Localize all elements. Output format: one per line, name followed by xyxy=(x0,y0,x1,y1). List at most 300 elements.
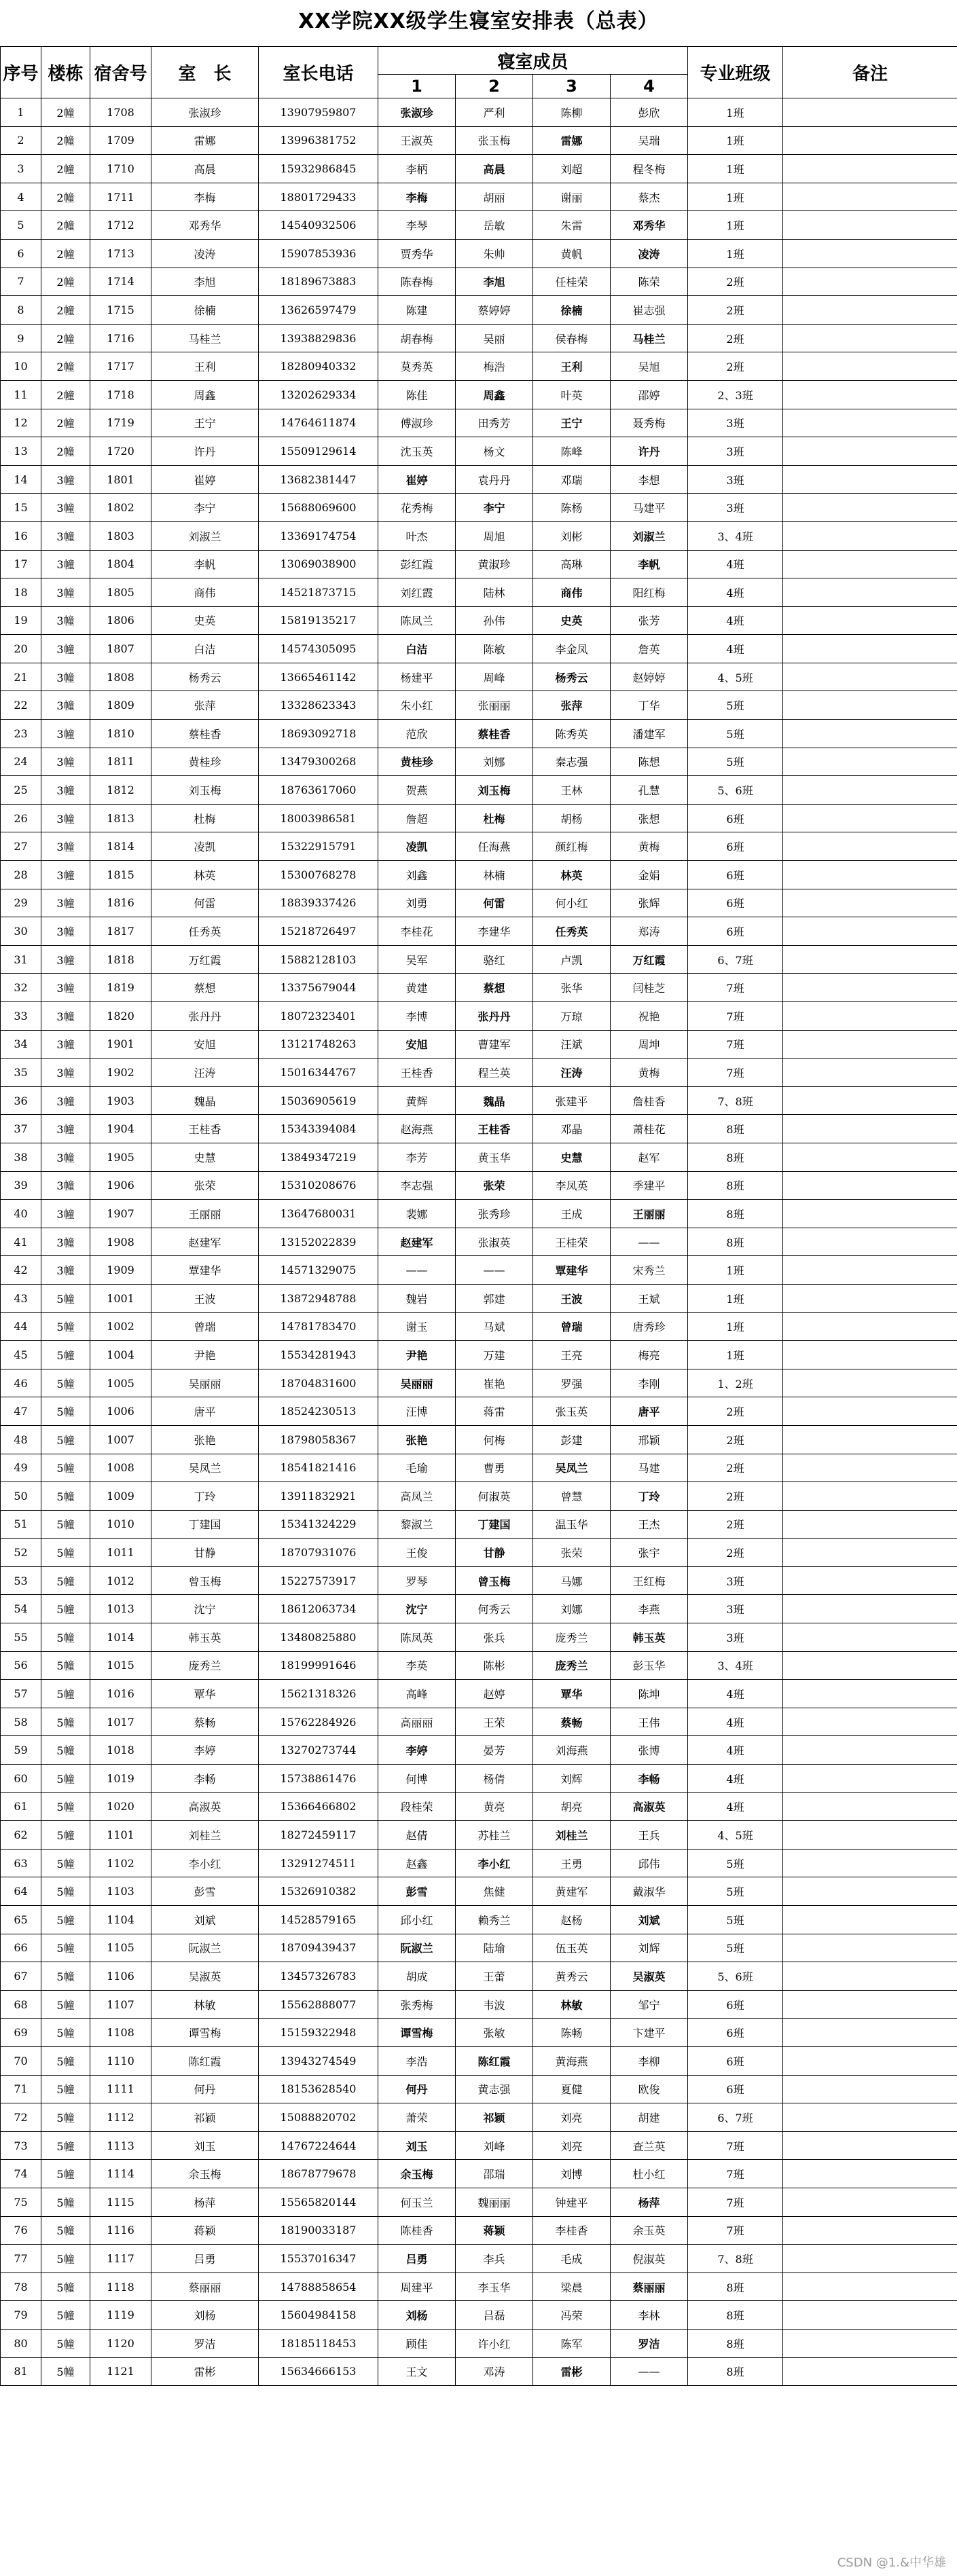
cell-member-3: 陈秀英 xyxy=(533,720,611,748)
cell-building: 5幢 xyxy=(41,1595,90,1623)
cell-building: 5幢 xyxy=(41,2160,90,2188)
cell-member-3: 万琼 xyxy=(533,1002,611,1031)
cell-leader: 李梅 xyxy=(151,183,259,211)
cell-member-2: 许小红 xyxy=(456,2329,533,2357)
cell-member-1: 李琴 xyxy=(378,211,456,240)
cell-note xyxy=(783,1849,957,1877)
cell-seq: 58 xyxy=(1,1708,41,1736)
cell-member-3: 谢丽 xyxy=(533,183,611,211)
table-row xyxy=(1,1115,957,1143)
cell-member-4: 戴淑华 xyxy=(611,1877,688,1906)
cell-member-1: 吴军 xyxy=(378,945,456,974)
cell-building: 5幢 xyxy=(41,1821,90,1850)
cell-class: 3、4班 xyxy=(688,521,783,550)
cell-leader: 蔡畅 xyxy=(151,1708,259,1736)
cell-member-3: 汪斌 xyxy=(533,1030,611,1059)
cell-seq: 76 xyxy=(1,2216,41,2245)
cell-class: 8班 xyxy=(688,1115,783,1143)
cell-member-4: 吴淑英 xyxy=(611,1962,688,1991)
cell-class: 4班 xyxy=(688,550,783,578)
cell-room: 1001 xyxy=(90,1284,151,1312)
cell-phone: 13480825880 xyxy=(259,1623,378,1652)
cell-room: 1904 xyxy=(90,1115,151,1143)
cell-phone: 13911832921 xyxy=(259,1482,378,1511)
cell-phone: 14574305095 xyxy=(259,635,378,663)
cell-phone: 18524230513 xyxy=(259,1397,378,1426)
cell-seq: 44 xyxy=(1,1312,41,1341)
cell-leader: 刘玉梅 xyxy=(151,776,259,805)
cell-member-1: 贺燕 xyxy=(378,776,456,805)
cell-phone: 15227573917 xyxy=(259,1566,378,1595)
cell-class: 4班 xyxy=(688,1680,783,1708)
cell-room: 1114 xyxy=(90,2160,151,2188)
cell-building: 3幢 xyxy=(41,748,90,776)
cell-member-2: 刘峰 xyxy=(456,2131,533,2160)
cell-class: 1班 xyxy=(688,155,783,183)
cell-phone: 15819135217 xyxy=(259,606,378,635)
cell-note xyxy=(783,1002,957,1031)
cell-member-1: 范欣 xyxy=(378,720,456,748)
cell-leader: 汪涛 xyxy=(151,1059,259,1087)
cell-note xyxy=(783,1143,957,1171)
cell-member-1: 贾秀华 xyxy=(378,239,456,268)
cell-member-4: 卞建平 xyxy=(611,2019,688,2047)
cell-phone: 14788858654 xyxy=(259,2273,378,2301)
cell-member-1: 花秀梅 xyxy=(378,494,456,522)
cell-member-4: 陈荣 xyxy=(611,268,688,296)
cell-member-2: 岳敏 xyxy=(456,211,533,240)
cell-member-3: 黄海燕 xyxy=(533,2046,611,2075)
cell-member-1: 刘勇 xyxy=(378,889,456,917)
table-row xyxy=(1,1341,957,1369)
cell-building: 2幢 xyxy=(41,211,90,240)
cell-seq: 20 xyxy=(1,635,41,663)
cell-member-3: 黄秀云 xyxy=(533,1962,611,1991)
table-row xyxy=(1,691,957,720)
cell-building: 3幢 xyxy=(41,1143,90,1171)
cell-note xyxy=(783,748,957,776)
cell-room: 1710 xyxy=(90,155,151,183)
cell-building: 5幢 xyxy=(41,2329,90,2357)
cell-class: 1班 xyxy=(688,211,783,240)
cell-seq: 56 xyxy=(1,1651,41,1680)
cell-phone: 15341324229 xyxy=(259,1510,378,1539)
cell-member-3: 张荣 xyxy=(533,1539,611,1567)
cell-member-3: 吴凤兰 xyxy=(533,1454,611,1482)
cell-leader: 雷彬 xyxy=(151,2357,259,2386)
cell-room: 1811 xyxy=(90,748,151,776)
cell-room: 1810 xyxy=(90,720,151,748)
cell-building: 3幢 xyxy=(41,691,90,720)
cell-member-4: 赵军 xyxy=(611,1143,688,1171)
table-row xyxy=(1,494,957,522)
cell-leader: 王利 xyxy=(151,352,259,381)
table-row xyxy=(1,2103,957,2132)
cell-member-4: 郑涛 xyxy=(611,917,688,946)
cell-member-2: 陈红霞 xyxy=(456,2046,533,2075)
cell-note xyxy=(783,578,957,607)
table-row xyxy=(1,1284,957,1312)
cell-room: 1010 xyxy=(90,1510,151,1539)
cell-member-2: 张敏 xyxy=(456,2019,533,2047)
sheet-title: XX学院XX级学生寝室安排表（总表） xyxy=(298,10,659,33)
cell-class: 7班 xyxy=(688,2188,783,2216)
cell-member-1: 李桂花 xyxy=(378,917,456,946)
cell-seq: 33 xyxy=(1,1002,41,1031)
cell-member-3: 林英 xyxy=(533,861,611,889)
cell-member-4: 萧桂花 xyxy=(611,1115,688,1143)
cell-note xyxy=(783,1171,957,1200)
cell-member-2: 何淑英 xyxy=(456,1482,533,1511)
cell-member-2: 高晨 xyxy=(456,155,533,183)
cell-member-3: 冯荣 xyxy=(533,2301,611,2330)
cell-phone: 18763617060 xyxy=(259,776,378,805)
cell-member-2: 李兵 xyxy=(456,2245,533,2273)
cell-building: 3幢 xyxy=(41,1256,90,1285)
cell-member-4: 赵婷婷 xyxy=(611,663,688,691)
cell-building: 3幢 xyxy=(41,1059,90,1087)
cell-room: 1802 xyxy=(90,494,151,522)
cell-class: 4班 xyxy=(688,1792,783,1821)
cell-phone: 13121748263 xyxy=(259,1030,378,1059)
cell-member-3: 朱雷 xyxy=(533,211,611,240)
table-row xyxy=(1,211,957,240)
cell-member-4: 刘淑兰 xyxy=(611,521,688,550)
cell-room: 1012 xyxy=(90,1566,151,1595)
cell-member-3: 张玉英 xyxy=(533,1397,611,1426)
cell-member-2: 黄玉华 xyxy=(456,1143,533,1171)
cell-note xyxy=(783,437,957,466)
table-row xyxy=(1,606,957,635)
cell-member-4: 王丽丽 xyxy=(611,1200,688,1228)
cell-member-4: 王红梅 xyxy=(611,1566,688,1595)
cell-seq: 17 xyxy=(1,550,41,578)
cell-member-4: —— xyxy=(611,1228,688,1256)
cell-building: 3幢 xyxy=(41,606,90,635)
cell-member-1: 胡成 xyxy=(378,1962,456,1991)
cell-member-1: 李柄 xyxy=(378,155,456,183)
cell-member-2: 王蕾 xyxy=(456,1962,533,1991)
cell-member-4: 唐秀珍 xyxy=(611,1312,688,1341)
cell-phone: 13069038900 xyxy=(259,550,378,578)
cell-member-4: 欧俊 xyxy=(611,2075,688,2103)
cell-member-3: 陈畅 xyxy=(533,2019,611,2047)
cell-note xyxy=(783,1030,957,1059)
cell-member-4: 韩玉英 xyxy=(611,1623,688,1652)
cell-seq: 78 xyxy=(1,2273,41,2301)
cell-leader: 凌凯 xyxy=(151,832,259,861)
cell-class: 6班 xyxy=(688,917,783,946)
cell-member-1: 陈佳 xyxy=(378,380,456,409)
cell-class: 3班 xyxy=(688,1566,783,1595)
cell-room: 1714 xyxy=(90,268,151,296)
cell-member-4: 祝艳 xyxy=(611,1002,688,1031)
cell-room: 1119 xyxy=(90,2301,151,2330)
cell-seq: 45 xyxy=(1,1341,41,1369)
cell-class: 8班 xyxy=(688,2329,783,2357)
cell-member-2: 晏芳 xyxy=(456,1736,533,1765)
cell-note xyxy=(783,2245,957,2273)
cell-leader: 丁建国 xyxy=(151,1510,259,1539)
table-row xyxy=(1,183,957,211)
table-row xyxy=(1,2245,957,2273)
cell-leader: 蔡想 xyxy=(151,974,259,1002)
cell-seq: 55 xyxy=(1,1623,41,1652)
cell-note xyxy=(783,1341,957,1369)
cell-note xyxy=(783,691,957,720)
cell-class: 1班 xyxy=(688,239,783,268)
cell-seq: 12 xyxy=(1,409,41,437)
cell-member-3: 刘海燕 xyxy=(533,1736,611,1765)
cell-leader: 高淑英 xyxy=(151,1792,259,1821)
cell-member-2: 邵瑞 xyxy=(456,2160,533,2188)
cell-member-2: 张荣 xyxy=(456,1171,533,1200)
header-room: 宿舍号 xyxy=(90,47,151,98)
cell-member-1: 王桂香 xyxy=(378,1059,456,1087)
cell-building: 5幢 xyxy=(41,1849,90,1877)
cell-note xyxy=(783,521,957,550)
cell-note xyxy=(783,1680,957,1708)
cell-seq: 46 xyxy=(1,1369,41,1397)
cell-seq: 50 xyxy=(1,1482,41,1511)
cell-note xyxy=(783,776,957,805)
cell-phone: 13291274511 xyxy=(259,1849,378,1877)
cell-class: 2班 xyxy=(688,1539,783,1567)
cell-member-2: 曹勇 xyxy=(456,1454,533,1482)
cell-leader: 许丹 xyxy=(151,437,259,466)
cell-member-4: 邱伟 xyxy=(611,1849,688,1877)
cell-phone: 18190033187 xyxy=(259,2216,378,2245)
cell-room: 1819 xyxy=(90,974,151,1002)
cell-note xyxy=(783,155,957,183)
cell-member-1: 谭雪梅 xyxy=(378,2019,456,2047)
cell-building: 5幢 xyxy=(41,1397,90,1426)
cell-leader: 阮淑兰 xyxy=(151,1934,259,1962)
cell-member-3: 王桂荣 xyxy=(533,1228,611,1256)
table-row xyxy=(1,1059,957,1087)
cell-member-1: 赵倩 xyxy=(378,1821,456,1850)
cell-note xyxy=(783,635,957,663)
cell-member-4: —— xyxy=(611,2357,688,2386)
table-row xyxy=(1,1877,957,1906)
cell-room: 1117 xyxy=(90,2245,151,2273)
cell-member-4: 程冬梅 xyxy=(611,155,688,183)
cell-member-3: 黄帆 xyxy=(533,239,611,268)
cell-member-3: 王亮 xyxy=(533,1341,611,1369)
cell-member-3: 杨秀云 xyxy=(533,663,611,691)
cell-phone: 13479300268 xyxy=(259,748,378,776)
cell-building: 2幢 xyxy=(41,437,90,466)
cell-room: 1008 xyxy=(90,1454,151,1482)
cell-member-2: 吴丽 xyxy=(456,324,533,352)
cell-note xyxy=(783,1736,957,1765)
cell-member-1: 张秀梅 xyxy=(378,1990,456,2019)
cell-building: 3幢 xyxy=(41,974,90,1002)
cell-member-1: 魏岩 xyxy=(378,1284,456,1312)
cell-member-4: 马桂兰 xyxy=(611,324,688,352)
cell-seq: 24 xyxy=(1,748,41,776)
cell-leader: 蔡桂香 xyxy=(151,720,259,748)
cell-note xyxy=(783,1086,957,1115)
cell-seq: 15 xyxy=(1,494,41,522)
cell-room: 1903 xyxy=(90,1086,151,1115)
cell-phone: 18704831600 xyxy=(259,1369,378,1397)
cell-class: 8班 xyxy=(688,2301,783,2330)
cell-leader: 谭雪梅 xyxy=(151,2019,259,2047)
cell-seq: 1 xyxy=(1,98,41,127)
cell-member-3: 刘超 xyxy=(533,155,611,183)
cell-leader: 李畅 xyxy=(151,1765,259,1793)
cell-member-3: 刘辉 xyxy=(533,1765,611,1793)
cell-member-3: 陈杨 xyxy=(533,494,611,522)
cell-class: 5班 xyxy=(688,1934,783,1962)
table-row xyxy=(1,917,957,946)
cell-phone: 13626597479 xyxy=(259,296,378,325)
cell-seq: 16 xyxy=(1,521,41,550)
cell-member-2: 蒋颖 xyxy=(456,2216,533,2245)
cell-member-1: 詹超 xyxy=(378,804,456,832)
cell-note xyxy=(783,2131,957,2160)
cell-building: 3幢 xyxy=(41,1115,90,1143)
cell-member-1: 顾佳 xyxy=(378,2329,456,2357)
cell-member-3: 王利 xyxy=(533,352,611,381)
cell-member-1: 黎淑兰 xyxy=(378,1510,456,1539)
cell-note xyxy=(783,1228,957,1256)
cell-building: 3幢 xyxy=(41,1171,90,1200)
cell-seq: 11 xyxy=(1,380,41,409)
cell-building: 5幢 xyxy=(41,1482,90,1511)
cell-leader: 雷娜 xyxy=(151,126,259,155)
cell-class: 2班 xyxy=(688,324,783,352)
cell-building: 3幢 xyxy=(41,776,90,805)
cell-note xyxy=(783,2357,957,2386)
cell-class: 2班 xyxy=(688,1454,783,1482)
cell-member-1: 胡春梅 xyxy=(378,324,456,352)
cell-seq: 74 xyxy=(1,2160,41,2188)
cell-note xyxy=(783,832,957,861)
cell-member-1: 王文 xyxy=(378,2357,456,2386)
cell-member-1: 李婷 xyxy=(378,1736,456,1765)
cell-member-2: —— xyxy=(456,1256,533,1285)
cell-building: 5幢 xyxy=(41,2301,90,2330)
table-row xyxy=(1,578,957,607)
table-row xyxy=(1,380,957,409)
cell-leader: 张丹丹 xyxy=(151,1002,259,1031)
cell-member-4: 张宇 xyxy=(611,1539,688,1567)
cell-member-1: 叶杰 xyxy=(378,521,456,550)
cell-note xyxy=(783,1397,957,1426)
cell-member-2: 骆红 xyxy=(456,945,533,974)
cell-note xyxy=(783,1312,957,1341)
cell-member-4: 彭欣 xyxy=(611,98,688,127)
cell-phone: 13152022839 xyxy=(259,1228,378,1256)
cell-member-3: 陈峰 xyxy=(533,437,611,466)
cell-member-1: 陈凤英 xyxy=(378,1623,456,1652)
cell-phone: 15537016347 xyxy=(259,2245,378,2273)
cell-note xyxy=(783,889,957,917)
cell-room: 1812 xyxy=(90,776,151,805)
table-row xyxy=(1,1030,957,1059)
cell-note xyxy=(783,550,957,578)
cell-class: 3班 xyxy=(688,409,783,437)
cell-member-2: 蒋雷 xyxy=(456,1397,533,1426)
cell-phone: 15604984158 xyxy=(259,2301,378,2330)
table-row xyxy=(1,1849,957,1877)
cell-building: 3幢 xyxy=(41,720,90,748)
cell-class: 2、3班 xyxy=(688,380,783,409)
cell-phone: 15907853936 xyxy=(259,239,378,268)
table-row xyxy=(1,2075,957,2103)
cell-building: 2幢 xyxy=(41,380,90,409)
header-member-3: 3 xyxy=(533,75,611,98)
cell-member-4: 王杰 xyxy=(611,1510,688,1539)
cell-class: 4、5班 xyxy=(688,663,783,691)
cell-seq: 41 xyxy=(1,1228,41,1256)
cell-member-1: 裴娜 xyxy=(378,1200,456,1228)
cell-member-3: 黄建军 xyxy=(533,1877,611,1906)
cell-member-4: 梅亮 xyxy=(611,1341,688,1369)
cell-phone: 15565820144 xyxy=(259,2188,378,2216)
cell-leader: 白洁 xyxy=(151,635,259,663)
cell-building: 3幢 xyxy=(41,1086,90,1115)
table-row xyxy=(1,1736,957,1765)
cell-note xyxy=(783,1200,957,1228)
table-row xyxy=(1,1425,957,1454)
cell-member-2: 黄亮 xyxy=(456,1792,533,1821)
cell-member-4: 李畅 xyxy=(611,1765,688,1793)
cell-phone: 15621318326 xyxy=(259,1680,378,1708)
cell-member-4: 李燕 xyxy=(611,1595,688,1623)
cell-phone: 18709439437 xyxy=(259,1934,378,1962)
cell-phone: 13872948788 xyxy=(259,1284,378,1312)
cell-member-1: 余玉梅 xyxy=(378,2160,456,2188)
cell-note xyxy=(783,1115,957,1143)
cell-member-2: 孙伟 xyxy=(456,606,533,635)
cell-member-3: 彭建 xyxy=(533,1425,611,1454)
cell-member-4: 黄梅 xyxy=(611,832,688,861)
table-row xyxy=(1,974,957,1002)
cell-phone: 13682381447 xyxy=(259,465,378,494)
cell-class: 4班 xyxy=(688,1765,783,1793)
cell-member-1: 李梅 xyxy=(378,183,456,211)
cell-note xyxy=(783,1651,957,1680)
cell-member-3: 史慧 xyxy=(533,1143,611,1171)
cell-member-3: 张华 xyxy=(533,974,611,1002)
cell-member-2: 张玉梅 xyxy=(456,126,533,155)
cell-leader: 吴凤兰 xyxy=(151,1454,259,1482)
table-row xyxy=(1,2046,957,2075)
cell-member-2: 崔艳 xyxy=(456,1369,533,1397)
cell-seq: 77 xyxy=(1,2245,41,2273)
cell-phone: 15688069600 xyxy=(259,494,378,522)
cell-member-3: 胡亮 xyxy=(533,1792,611,1821)
cell-member-2: 焦健 xyxy=(456,1877,533,1906)
cell-seq: 64 xyxy=(1,1877,41,1906)
cell-room: 1005 xyxy=(90,1369,151,1397)
cell-room: 1107 xyxy=(90,1990,151,2019)
cell-note xyxy=(783,1623,957,1652)
table-row xyxy=(1,1086,957,1115)
cell-seq: 57 xyxy=(1,1680,41,1708)
cell-member-2: 苏桂兰 xyxy=(456,1821,533,1850)
cell-leader: 李旭 xyxy=(151,268,259,296)
cell-member-1: 吕勇 xyxy=(378,2245,456,2273)
cell-member-1: 李博 xyxy=(378,1002,456,1031)
table-row xyxy=(1,635,957,663)
table-row xyxy=(1,239,957,268)
cell-room: 1813 xyxy=(90,804,151,832)
cell-building: 5幢 xyxy=(41,1566,90,1595)
